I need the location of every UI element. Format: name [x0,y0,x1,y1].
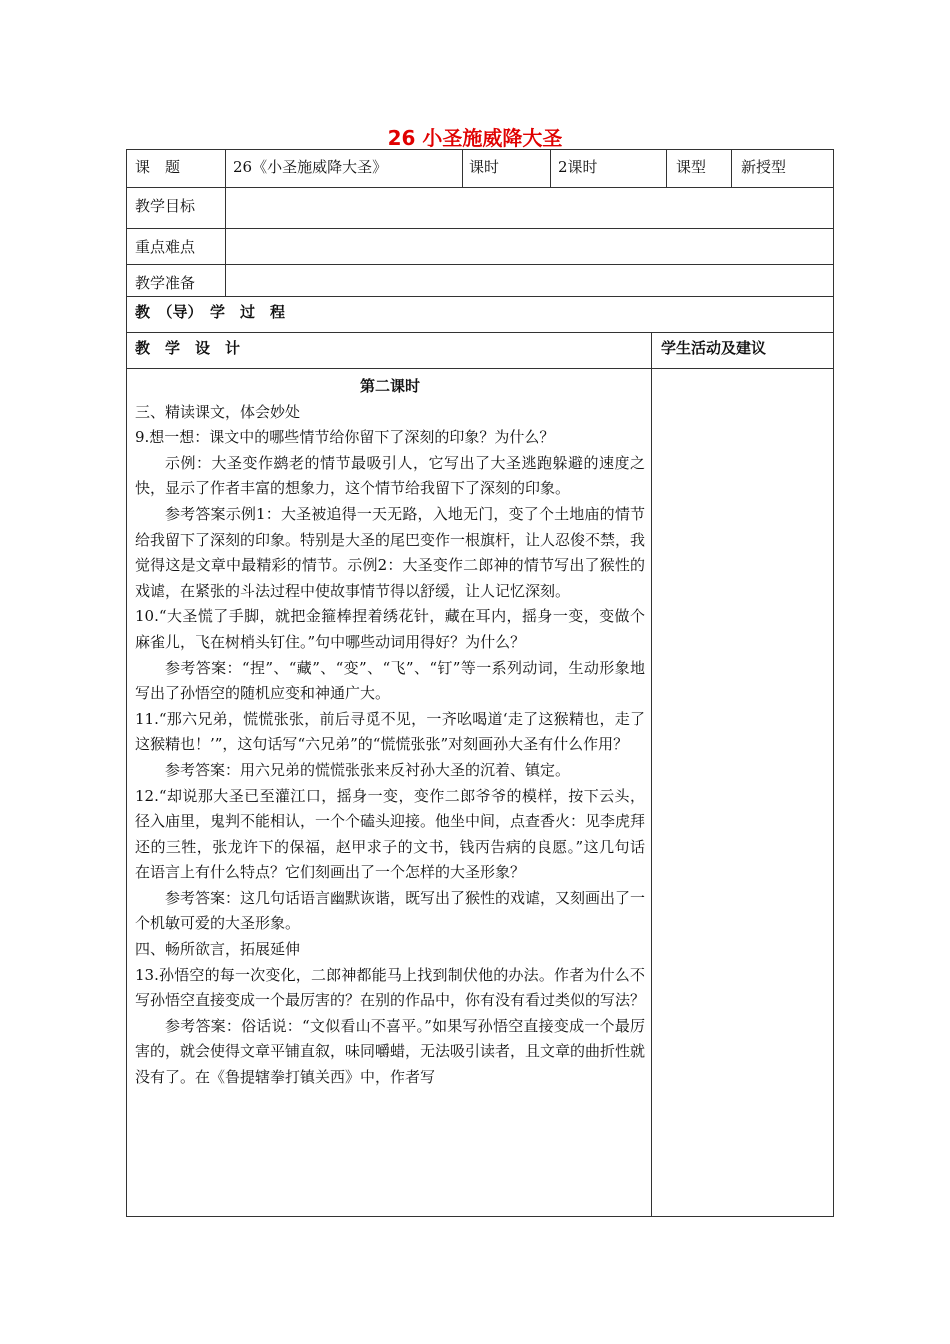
answer-10: 参考答案：“捏”、“藏”、“变”、“飞”、“钉”等一系列动词，生动形象地写出了孙悟空的随机应变和神通广大。 [135,658,645,703]
process-heading: 教 （导） 学 过 程 [126,297,834,333]
goal-label: 教学目标 [126,188,226,229]
design-heading: 教 学 设 计 [126,333,652,369]
lesson-heading: 第二课时 [359,377,420,395]
topic-label: 课 题 [126,149,226,188]
type-label: 课型 [667,149,732,188]
section-heading: 三、精读课文，体会妙处 [135,402,301,421]
question-13: 13.孙悟空的每一次变化，二郎神都能马上找到制伏他的办法。作者为什么不写孙悟空直接变成一个最厉害的？在别的作品中，你有没有看过类似的写法？ [135,965,646,1010]
question-12: 12.“却说那大圣已至灌江口，摇身一变，变作二郎爷爷的模样，按下云头，径入庙里，鬼判不能相认，一个个磕头迎接。他坐中间，点查香火：见李虎拜还的三牲，张龙许下的保福，赵甲求子的文书，钱丙告病的良愿。”这几句话在语言上有什么特点？它们刻画出了一个怎样的大圣形象？ [135,786,646,882]
page-title: 26 小圣施威降大圣 [387,126,563,150]
question-11: 11.“那六兄弟，慌慌张张，前后寻觅不见，一齐吆喝道‘走了这猴精也，走了这猴精也！’”，这句话写“六兄弟”的“慌慌张张”对刻画孙大圣有什么作用？ [135,709,645,754]
student-activity-content [652,369,834,1217]
design-content [126,369,652,1217]
example-9: 示例：大圣变作鹚老的情节最吸引人，它写出了大圣逃跑躲避的速度之快，显示了作者丰富的想象力，这个情节给我留下了深刻的印象。 [135,453,645,498]
hours-label: 课时 [463,149,551,188]
answer-12: 参考答案：这几句话语言幽默诙谐，既写出了猴性的戏谑，又刻画出了一个机敏可爱的大圣形象。 [135,888,646,933]
prep-label: 教学准备 [126,265,226,297]
section-heading: 四、畅所欲言，拓展延伸 [135,940,301,959]
key-points-value [226,229,834,265]
prep-value [226,265,834,297]
answer-13: 参考答案：俗话说：“文似看山不喜平。”如果写孙悟空直接变成一个最厉害的，就会使得文章平铺直叙，味同嚼蜡，无法吸引读者，且文章的曲折性就没有了。在《鲁提辖拳打镇关西》中，作者写 [135,1016,646,1087]
question-9: 9.想一想：课文中的哪些情节给你留下了深刻的印象？为什么？ [135,428,555,447]
topic-value: 26《小圣施威降大圣》 [226,149,463,188]
answer-9: 参考答案示例1：大圣被追得一天无路，入地无门，变了个土地庙的情节给我留下了深刻的印象。特别是大圣的尾巴变作一根旗杆，让人忍俊不禁，我觉得这是文章中最精彩的情节。示例2：大圣变作二郎神的情节写出了猴性的戏谑，在紧张的斗法过程中使故事情节得以舒缓，让人记忆深刻。 [135,504,646,600]
student-activity-heading: 学生活动及建议 [652,333,834,369]
goal-value [226,188,834,229]
answer-11: 参考答案：用六兄弟的慌慌张张来反衬孙大圣的沉着、镇定。 [165,760,571,779]
question-10: 10.“大圣慌了手脚，就把金箍棒捏着绣花针，藏在耳内，摇身一变，变做个麻雀儿，飞在树梢头钉住。”句中哪些动词用得好？为什么？ [135,607,645,651]
hours-value: 2课时 [551,149,667,188]
key-points-label: 重点难点 [126,229,226,265]
type-value: 新授型 [732,149,834,188]
